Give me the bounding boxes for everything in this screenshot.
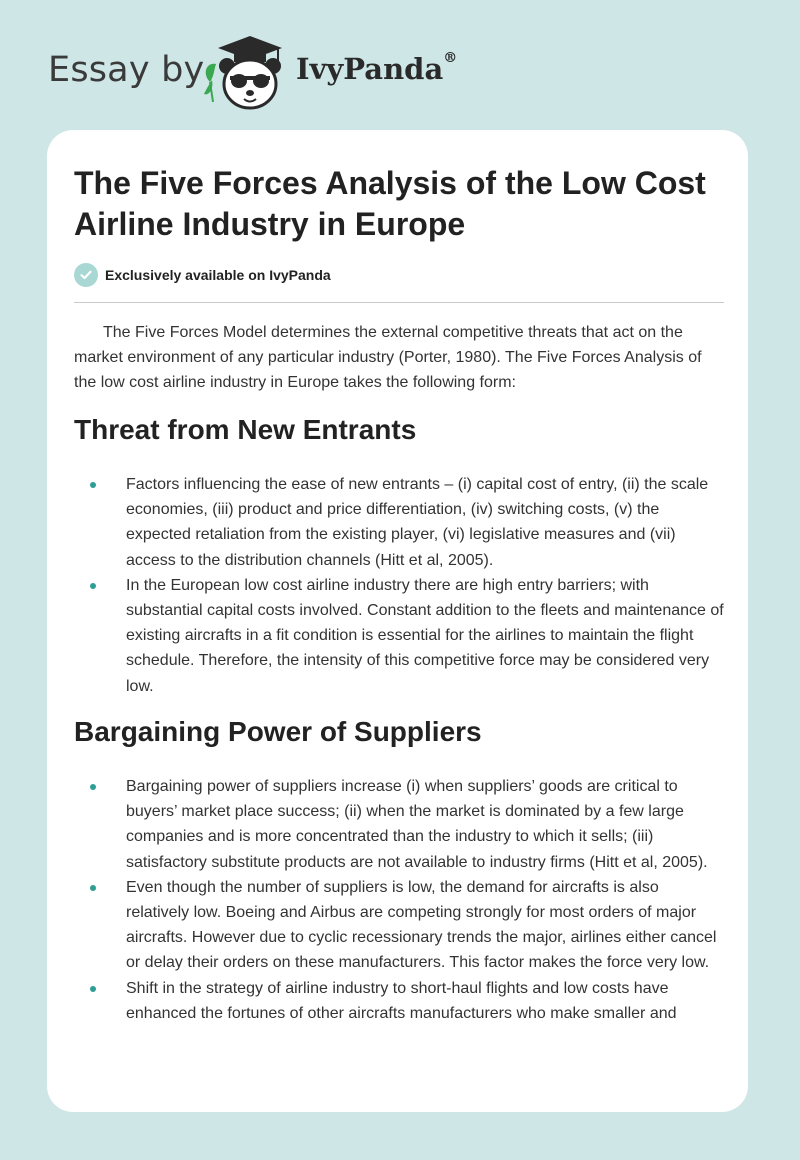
brand-name[interactable] xyxy=(296,52,457,86)
registered-mark: ® xyxy=(443,50,458,67)
divider xyxy=(74,302,724,303)
list-item: Factors influencing the ease of new entrants – (i) capital cost of entry, (ii) the scale economies, (iii) product and price differentiation, (iv) switching costs, (v) the expected retaliation from the existing player, (vi) legislative measures and (vii) access to the distribution channels (Hitt et al, 2005). xyxy=(74,472,724,573)
panda-logo-icon[interactable] xyxy=(200,34,296,114)
list-item: Even though the number of suppliers is low, the demand for aircrafts is also relatively low. Boeing and Airbus are competing strongly for most orders of major aircrafts. However due to cyclic recessionary trends the major, airlines either cancel or delay their orders on these manufacturers. This factor makes the force very low. xyxy=(74,875,724,976)
intro-paragraph: The Five Forces Model determines the external competitive threats that act on the market environment of any particular industry (Porter, 1980). The Five Forces Analysis of the low cost airline industry in Europe takes the following form: xyxy=(74,324,702,391)
article-title: The Five Forces Analysis of the Low Cost Airline Industry in Europe xyxy=(74,165,706,242)
new-entrants-list xyxy=(74,472,724,699)
section-heading-new-entrants: Threat from New Entrants xyxy=(74,414,417,445)
list-item: Shift in the strategy of airline industry to short-haul flights and low costs have enhanced the fortunes of other aircrafts manufacturers who make smaller and xyxy=(74,976,724,1026)
brand-text: IvyPanda xyxy=(296,52,444,86)
list-item: In the European low cost airline industry there are high entry barriers; with substantial capital costs involved. Constant addition to the fleets and maintenance of existing aircrafts in a fit condition is essential for the airlines to maintain the flight schedule. Therefore, the intensity of this competitive force may be considered very low. xyxy=(74,573,724,699)
exclusive-badge-text: Exclusively available on IvyPanda xyxy=(105,267,331,283)
supplier-power-list xyxy=(74,774,724,1026)
exclusive-badge xyxy=(74,263,331,287)
article-card xyxy=(47,130,748,1112)
essay-by-label: Essay by xyxy=(48,50,205,90)
section-heading-supplier-power: Bargaining Power of Suppliers xyxy=(74,716,482,747)
list-item: Bargaining power of suppliers increase (i) when suppliers’ goods are critical to buyers’ market place success; (ii) when the market is dominated by a few large companies and is more concentrated than the industry to which it sells; (iii) satisfactory substitute products are not available to industry firms (Hitt et al, 2005). xyxy=(74,774,724,875)
site-header xyxy=(0,0,800,128)
check-icon xyxy=(74,263,98,287)
